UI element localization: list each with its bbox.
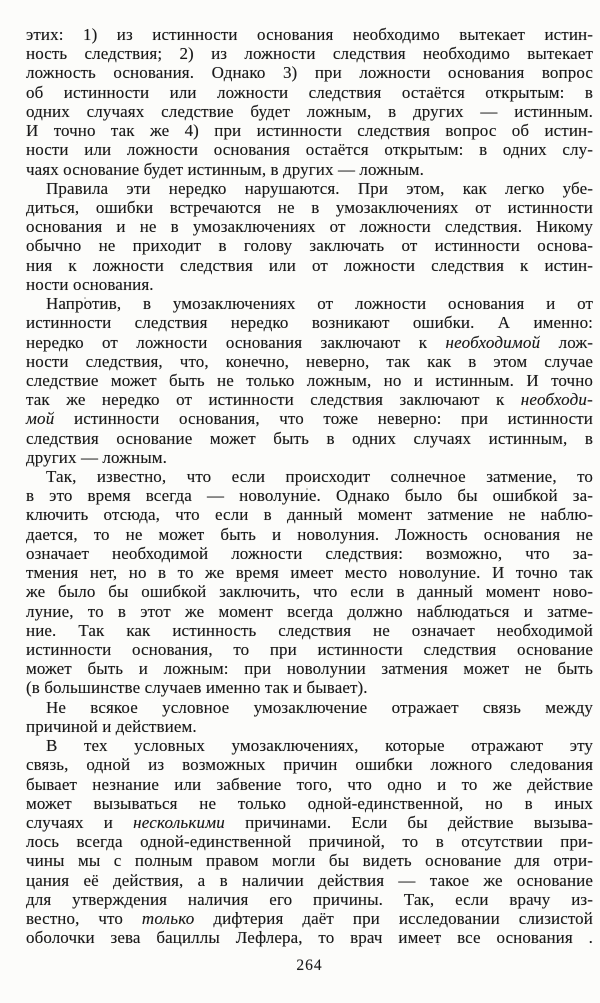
text-line: может быть и ложным: при новолунии затмения может не быть: [26, 659, 593, 679]
italic-text: только: [141, 909, 195, 929]
text-line: оболочки зева бациллы Лефлера, то врач имеет все основания .: [26, 928, 593, 948]
text-line: ности основания.: [26, 274, 154, 294]
text-line: истинности следствия нередко возникают ошибки. А именно:: [26, 313, 593, 333]
text-line: ность следствия; 2) из ложности следствия необходимо вытекает: [26, 44, 593, 64]
text-line: ние. Так как истинность следствия не означает необходимой: [26, 620, 593, 640]
text-line: в это время всегда — новолуние. Однако было бы ошибкой за-: [26, 486, 593, 506]
text-line: связь, одной из возможных причин ошибки ложного следования: [26, 755, 593, 775]
text-line: этих: 1) из истинности основания необходимо вытекает истин-: [26, 25, 593, 44]
text-line: бывает незнание или забвение того, что одно и то же действие: [26, 774, 593, 794]
text-line: ности или ложности основания остаётся открытым: в одних слу-: [26, 140, 593, 160]
text-line: следствие может быть не только ложным, но и истинным. И точно: [26, 370, 593, 390]
italic-text: необходимой: [445, 332, 541, 352]
text-line: для утверждения наличия его причины. Так, если врачу из-: [26, 889, 593, 909]
text-line: (в большинстве случаев именно так и бывает).: [26, 678, 368, 698]
text-line: же было бы ошибкой заключить, что если в данный момент ново-: [26, 582, 593, 602]
text-line: Так, известно, что если происходит солнечное затмение, то: [46, 467, 593, 487]
text-line: Правила эти нередко нарушаются. При этом, как легко убе-: [46, 178, 593, 198]
text-line: лось всегда одной-единственной причиной, то в отсутствии при-: [26, 832, 593, 852]
text-line: так же нередко от истинности следствия заключают к необходи-: [26, 390, 593, 410]
text-line: случаях и несколькими причинами. Если бы действие вызыва-: [26, 812, 594, 832]
text-line: следствия основание может быть в одних случаях истинным, в: [26, 428, 593, 448]
text-line: В тех условных умозаключениях, которые отражают эту: [46, 736, 593, 756]
italic-text: необходи-: [520, 390, 593, 410]
text-line: ния к ложности следствия или от ложности следствия к истин-: [26, 255, 593, 275]
text-line: Не всякое условное умозаключение отражает связь между: [46, 697, 593, 717]
page-text-block: [26, 25, 593, 948]
text-line: Напротив, в умозаключениях от ложности основания и от: [46, 294, 593, 314]
page-number: 264: [296, 957, 323, 974]
text-line: других — ложным.: [26, 447, 167, 467]
text-line: И точно так же 4) при истинности следствия вопрос об истин-: [26, 121, 593, 141]
scan-speck: [559, 325, 561, 326]
text-line: мой истинности основания, что тоже неверно: при истинности: [26, 409, 593, 429]
text-line: об истинности или ложности следствия остаётся открытым: в: [26, 82, 593, 102]
italic-text: несколькими: [133, 812, 225, 832]
text-line: нередко от ложности основания заключают к необходимой лож-: [26, 332, 594, 352]
scan-speck: [84, 297, 86, 299]
text-line: луние, то в этот же момент всегда должно наблюдаться и затме-: [26, 601, 593, 621]
text-line: ности следствия, что, конечно, неверно, так как в этом случае: [26, 351, 593, 371]
italic-text: мой: [26, 409, 55, 429]
text-line: обычно не приходит в голову заключать от истинности основа-: [26, 236, 593, 256]
text-line: основания и не в умозаключениях от ложности следствия. Никому: [26, 217, 593, 237]
text-line: причиной и действием.: [26, 716, 197, 736]
text-line: чины мы с полным правом могли бы видеть основание для отри-: [26, 851, 593, 871]
text-line: означает необходимой ложности следствия: возможно, что за-: [26, 543, 593, 563]
text-line: ключить отсюда, что если в данный момент затмение не наблю-: [26, 505, 593, 525]
text-line: чаях основание будет истинным, в других — ложным.: [26, 159, 424, 179]
text-line: истинности основания, то при истинности следствия основание: [26, 640, 593, 659]
scan-speck: [306, 488, 308, 490]
text-line: одних случаях следствие будет ложным, в других — истинным.: [26, 101, 593, 121]
text-line: дается, то не может быть и новолуния. Ложность основания не: [26, 524, 593, 544]
scan-speck: [437, 944, 439, 945]
text-line: может вызываться не только одной-единственной, но в иных: [26, 793, 593, 813]
text-line: ложность основания. Однако 3) при ложности основания вопрос: [26, 63, 593, 83]
text-line: цания её действия, а в наличии действия — такое же основание: [26, 870, 593, 890]
text-line: тмения нет, но в то же время имеет место новолуние. И точно так: [26, 563, 593, 583]
text-line: вестно, что только дифтерия даёт при исследовании слизистой: [26, 909, 593, 929]
text-line: диться, ошибки встречаются не в умозаключениях от истинности: [26, 197, 593, 217]
